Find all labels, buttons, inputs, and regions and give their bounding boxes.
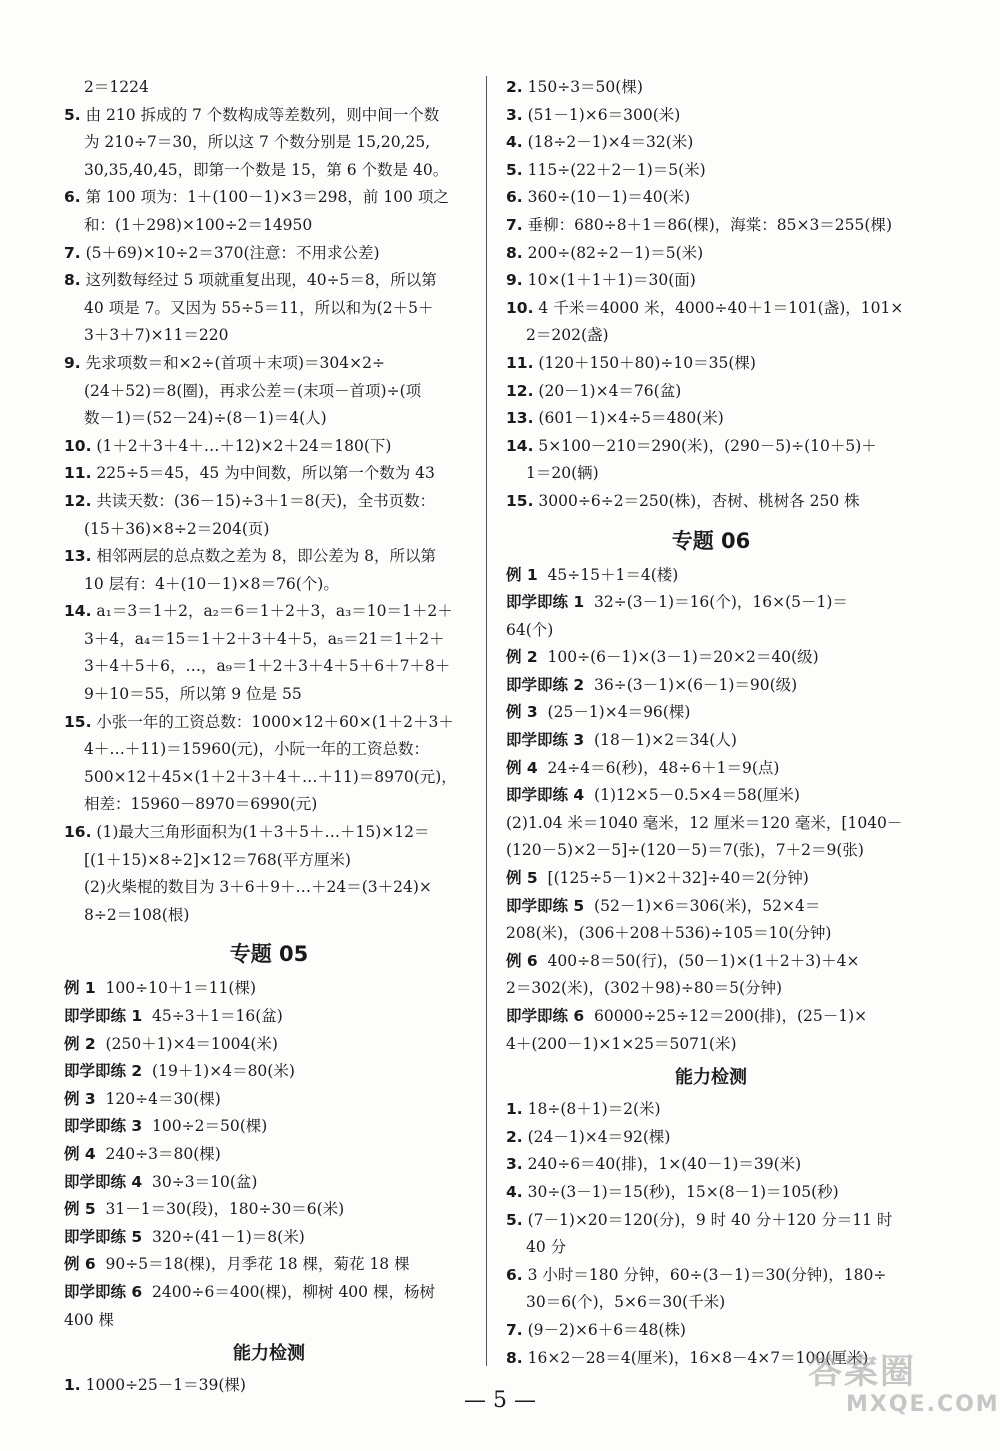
example-text: 120÷4＝30(棵)	[105, 1089, 221, 1108]
item-number: 8.	[506, 1348, 523, 1367]
subsection-heading: 能力检测	[233, 1343, 305, 1365]
answer-continuation	[64, 212, 474, 240]
example-line	[506, 727, 916, 755]
example-line	[64, 1086, 474, 1114]
spacer	[142, 1173, 152, 1191]
item-number: 12.	[506, 381, 534, 400]
item-text: 208(米)，(306＋208＋536)÷105＝10(分钟)	[506, 924, 832, 943]
item-text: 3000÷6÷2＝250(株)，杏树、桃树各 250 株	[538, 491, 860, 510]
spacer	[538, 759, 548, 777]
spacer	[538, 648, 548, 666]
item-text: 1000÷25－1＝39(棵)	[85, 1376, 246, 1395]
item-text: 3 小时＝180 分钟，60÷(3－1)＝30(分钟)，180÷	[527, 1265, 887, 1284]
item-number: 13.	[506, 409, 534, 428]
example-label: 即学即练 6	[64, 1282, 143, 1301]
answer-item	[506, 1262, 916, 1290]
item-text: 225÷5＝45，45 为中间数，所以第一个数为 43	[96, 464, 435, 483]
answer-item	[506, 240, 916, 268]
example-text: 30÷3＝10(盆)	[152, 1172, 258, 1191]
example-line	[64, 1141, 474, 1169]
answer-continuation	[506, 1031, 916, 1059]
item-text: 10×(1＋1＋1)＝30(面)	[527, 271, 696, 290]
item-text: 360÷(10－1)＝40(米)	[527, 188, 691, 207]
spacer	[538, 566, 548, 584]
item-text: (51－1)×6＝300(米)	[527, 105, 681, 124]
item-number: 8.	[64, 271, 81, 290]
item-text: (7－1)×20＝120(分)，9 时 40 分＋120 分＝11 时	[527, 1210, 893, 1229]
spacer	[538, 952, 548, 970]
answer-item	[64, 460, 474, 488]
answer-continuation	[64, 571, 474, 599]
example-line	[506, 1003, 916, 1031]
item-number: 15.	[506, 491, 534, 510]
example-line	[64, 975, 474, 1003]
watermark-text-bottom: MXQE.COM	[846, 1392, 1000, 1417]
example-label: 即学即练 5	[506, 896, 585, 915]
right-column	[506, 74, 916, 1372]
example-label: 例 3	[506, 703, 538, 722]
item-text: 40 项是 7。又因为 55÷5＝11，所以和为(2＋5＋	[84, 298, 434, 317]
item-text: 400 棵	[64, 1310, 115, 1329]
example-text: 100÷(6－1)×(3－1)＝20×2＝40(级)	[547, 648, 819, 667]
example-label: 即学即练 5	[64, 1227, 143, 1246]
example-label: 例 5	[506, 869, 538, 888]
example-line	[64, 1003, 474, 1031]
item-text: 5×100－210＝290(米)，(290－5)÷(10＋5)＋	[538, 436, 877, 455]
item-number: 5.	[64, 105, 81, 124]
answer-continuation	[64, 791, 474, 819]
example-label: 即学即练 2	[506, 675, 585, 694]
spacer	[584, 1007, 594, 1025]
answer-item	[506, 267, 916, 295]
answer-continuation	[506, 322, 916, 350]
item-text: 这列数每经过 5 项就重复出现，40÷5＝8，所以第	[85, 271, 437, 290]
watermark-text-top: 答案圈	[808, 1352, 916, 1392]
example-text: 45÷15＋1＝4(楼)	[547, 565, 679, 584]
item-text: 64(个)	[506, 620, 554, 639]
example-line	[506, 562, 916, 590]
subsection-heading: 能力检测	[675, 1067, 747, 1089]
answer-item	[506, 1124, 916, 1152]
example-label: 即学即练 1	[64, 1007, 143, 1025]
spacer	[584, 593, 594, 611]
item-number: 14.	[506, 436, 534, 455]
answer-continuation	[506, 837, 916, 865]
item-text: 30＝6(个)，5×6＝30(千米)	[526, 1293, 726, 1312]
item-text: 2＝202(盏)	[526, 326, 609, 345]
item-text: 3＋4，a₄＝15＝1＋2＋3＋4＋5，a₅＝21＝1＋2＋	[84, 629, 445, 648]
answer-continuation	[64, 157, 474, 185]
example-text: 320÷(41－1)＝8(米)	[152, 1227, 305, 1246]
item-number: 1.	[506, 1100, 523, 1119]
example-text: 100÷10＋1＝11(棵)	[105, 979, 257, 998]
example-label: 即学即练 6	[506, 1007, 585, 1025]
item-number: 3.	[506, 1155, 523, 1174]
spacer	[538, 703, 548, 721]
example-line	[506, 948, 916, 976]
answer-continuation	[64, 516, 474, 544]
example-text: 400÷8＝50(行)，(50－1)×(1＋2＋3)＋4×	[547, 951, 860, 970]
example-line	[64, 1113, 474, 1141]
answer-continuation	[506, 1289, 916, 1317]
answer-continuation	[64, 874, 474, 902]
example-line	[64, 1279, 474, 1307]
column-divider	[486, 76, 487, 1366]
item-text: 30,35,40,45，即第一个数是 15，第 6 个数是 40。	[84, 160, 449, 179]
answer-item	[506, 488, 916, 516]
answer-item	[506, 1317, 916, 1345]
item-number: 4.	[506, 1182, 523, 1201]
example-text: 32÷(3－1)＝16(个)，16×(5－1)＝	[594, 593, 848, 612]
item-text: 30÷(3－1)＝15(秒)，15×(8－1)＝105(秒)	[527, 1182, 839, 1201]
answer-item	[506, 378, 916, 406]
answer-continuation	[64, 847, 474, 875]
answer-item	[64, 350, 474, 378]
example-line	[64, 1251, 474, 1279]
example-label: 即学即练 4	[506, 786, 585, 805]
example-line	[506, 865, 916, 893]
example-text: 45÷3＋1＝16(盆)	[152, 1007, 283, 1025]
item-text: 为 210÷7＝30，所以这 7 个数分别是 15,20,25,	[84, 133, 431, 152]
spacer	[96, 1145, 106, 1163]
item-text: 4＋…＋11)＝15960(元)，小阮一年的工资总数：	[84, 740, 430, 759]
spacer	[96, 1090, 106, 1108]
example-label: 例 3	[64, 1089, 96, 1108]
example-label: 例 4	[506, 758, 538, 777]
answer-item	[506, 1179, 916, 1207]
item-text: (2)火柴棍的数目为 3＋6＋9＋…＋24＝(3＋24)×	[84, 878, 432, 897]
answer-continuation	[64, 626, 474, 654]
example-text: 60000÷25÷12＝200(排)，(25－1)×	[594, 1007, 868, 1025]
answer-item	[506, 433, 916, 461]
spacer	[142, 1283, 152, 1301]
example-line	[506, 755, 916, 783]
item-text: (24＋52)＝8(圈)，再求公差＝(末项－首项)÷(项	[84, 381, 422, 400]
answer-item	[506, 184, 916, 212]
item-text: (5＋69)×10÷2＝370(注意：不用求公差)	[85, 243, 380, 262]
answer-item	[506, 74, 916, 102]
item-text: 18÷(8＋1)＝2(米)	[527, 1100, 661, 1119]
example-line	[64, 1196, 474, 1224]
answer-item	[64, 598, 474, 626]
example-text: 100÷2＝50(棵)	[152, 1117, 268, 1136]
item-text: 先求项数＝和×2÷(首项＋末项)＝304×2÷	[85, 353, 385, 372]
item-number: 6.	[64, 188, 81, 207]
item-text: 数－1)＝(52－24)÷(8－1)＝4(人)	[84, 409, 327, 428]
item-number: 1.	[64, 1376, 81, 1395]
answer-item	[64, 819, 474, 847]
item-text: a₁＝3＝1＋2，a₂＝6＝1＋2＋3，a₃＝10＝1＋2＋	[96, 602, 453, 621]
item-number: 15.	[64, 712, 92, 731]
answer-continuation	[64, 295, 474, 323]
item-number: 9.	[64, 353, 81, 372]
answer-item	[64, 184, 474, 212]
spacer	[96, 1035, 106, 1053]
example-label: 即学即练 3	[506, 731, 585, 750]
section-heading: 专题 06	[671, 528, 751, 553]
item-number: 9.	[506, 271, 523, 290]
example-label: 例 2	[506, 648, 538, 667]
item-text: 由 210 拆成的 7 个数构成等差数列，则中间一个数	[85, 105, 440, 124]
item-text: (15＋36)×8÷2＝204(页)	[84, 519, 270, 538]
example-line	[506, 644, 916, 672]
example-label: 即学即练 2	[64, 1062, 143, 1081]
answer-continuation	[64, 322, 474, 350]
example-line	[64, 1058, 474, 1086]
item-number: 10.	[506, 298, 534, 317]
example-text: (250＋1)×4＝1004(米)	[105, 1034, 278, 1053]
item-text: 共读天数：(36－15)÷3＋1＝8(天)，全书页数：	[96, 491, 436, 510]
spacer	[584, 786, 594, 804]
spacer	[142, 1007, 152, 1025]
example-line	[64, 1224, 474, 1252]
answer-continuation	[64, 129, 474, 157]
item-number: 6.	[506, 188, 523, 207]
example-label: 即学即练 4	[64, 1172, 143, 1191]
example-text: 2400÷6＝400(棵)，柳树 400 棵，杨树	[152, 1282, 435, 1301]
item-text: (120＋150＋80)÷10＝35(棵)	[538, 353, 756, 372]
page-number: — 5 —	[464, 1388, 536, 1413]
item-text: 1＝20(辆)	[526, 464, 599, 483]
example-line	[506, 893, 916, 921]
example-label: 例 6	[506, 951, 538, 970]
spacer	[96, 979, 106, 997]
answer-item	[506, 212, 916, 240]
answer-item	[506, 295, 916, 323]
example-label: 例 1	[506, 565, 538, 584]
answer-item	[506, 1207, 916, 1235]
item-text: (2)1.04 米＝1040 毫米，12 厘米＝120 毫米，[1040－	[506, 813, 903, 832]
item-text: (18÷2－1)×4＝32(米)	[527, 133, 694, 152]
spacer	[142, 1062, 152, 1080]
item-text: 4 千米＝4000 米，4000÷40＋1＝101(盏)，101×	[538, 298, 904, 317]
section-heading: 专题 05	[229, 942, 309, 967]
item-text: (1＋2＋3＋4＋…＋12)×2＋24＝180(下)	[96, 436, 392, 455]
example-text: 90÷5＝18(棵)，月季花 18 棵，菊花 18 棵	[105, 1255, 410, 1274]
item-number: 6.	[506, 1265, 523, 1284]
answer-continuation	[64, 653, 474, 681]
item-number: 7.	[506, 215, 523, 234]
answer-item	[64, 488, 474, 516]
example-line	[506, 672, 916, 700]
item-text: 第 100 项为：1＋(100－1)×3＝298，前 100 项之	[85, 188, 449, 207]
example-label: 例 2	[64, 1034, 96, 1053]
item-number: 10.	[64, 436, 92, 455]
answer-continuation	[64, 405, 474, 433]
spacer	[584, 897, 594, 915]
answer-item	[64, 267, 474, 295]
item-text: [(1＋15)×8÷2]×12＝768(平方厘米)	[84, 850, 351, 869]
item-text: 9＋10＝55，所以第 9 位是 55	[84, 685, 302, 704]
item-text: 40 分	[526, 1238, 567, 1257]
answer-continuation	[506, 975, 916, 1003]
spacer	[538, 869, 548, 887]
answer-item	[506, 129, 916, 157]
item-number: 12.	[64, 491, 92, 510]
spacer	[584, 676, 594, 694]
item-text: 和：(1＋298)×100÷2＝14950	[84, 215, 313, 234]
example-label: 例 4	[64, 1144, 96, 1163]
spacer	[142, 1117, 152, 1135]
item-number: 14.	[64, 602, 92, 621]
example-line	[64, 1031, 474, 1059]
example-text: 31－1＝30(段)，180÷30＝6(米)	[105, 1200, 345, 1219]
answer-item	[506, 405, 916, 433]
item-number: 2.	[506, 1127, 523, 1146]
example-line	[64, 1169, 474, 1197]
item-text: 3＋4＋5＋6，…，a₉＝1＋2＋3＋4＋5＋6＋7＋8＋	[84, 657, 451, 676]
answer-continuation	[64, 378, 474, 406]
example-label: 例 1	[64, 979, 96, 998]
item-text: 2＝1224	[84, 78, 149, 96]
answer-continuation	[64, 764, 474, 792]
watermark-logo	[808, 1352, 1000, 1432]
item-text: 小张一年的工资总数：1000×12＋60×(1＋2＋3＋	[96, 712, 454, 731]
example-text: (25－1)×4＝96(棵)	[547, 703, 691, 722]
item-text: 2＝302(米)，(302＋98)÷80＝5(分钟)	[506, 979, 783, 998]
item-text: (9－2)×6＋6＝48(株)	[527, 1320, 686, 1339]
item-number: 11.	[506, 353, 534, 372]
example-text: 240÷3＝80(棵)	[105, 1144, 221, 1163]
item-number: 5.	[506, 160, 523, 179]
item-text: 200÷(82÷2－1)＝5(米)	[527, 243, 704, 262]
answer-item	[64, 709, 474, 737]
answer-continuation	[506, 617, 916, 645]
answer-item	[64, 433, 474, 461]
item-text: (120－5)×2－5]÷(120－5)＝7(张)，7＋2＝9(张)	[506, 841, 864, 860]
answer-item	[64, 543, 474, 571]
example-label: 例 5	[64, 1200, 96, 1219]
example-label: 即学即练 1	[506, 593, 585, 612]
answer-item	[506, 350, 916, 378]
answer-continuation	[64, 74, 474, 102]
item-text: 16×2－28＝4(厘米)，16×8－4×7＝100(厘米)	[527, 1348, 869, 1367]
spacer	[96, 1200, 106, 1218]
answer-continuation	[506, 460, 916, 488]
answer-item	[506, 157, 916, 185]
item-text: 3＋3＋7)×11＝220	[84, 326, 229, 345]
item-text: 垂柳：680÷8＋1＝86(棵)，海棠：85×3＝255(棵)	[527, 215, 892, 234]
spacer	[584, 731, 594, 749]
item-number: 7.	[64, 243, 81, 262]
item-text: 8÷2＝108(根)	[84, 905, 190, 924]
answer-continuation	[506, 1234, 916, 1262]
item-number: 3.	[506, 105, 523, 124]
answer-item	[64, 240, 474, 268]
item-number: 2.	[506, 78, 523, 96]
answer-continuation	[506, 810, 916, 838]
item-number: 16.	[64, 823, 92, 842]
item-text: (601－1)×4÷5＝480(米)	[538, 409, 724, 428]
answer-item	[64, 102, 474, 130]
answer-item	[506, 1096, 916, 1124]
item-text: 相差：15960－8970＝6990(元)	[84, 795, 318, 814]
item-number: 5.	[506, 1210, 523, 1229]
answer-continuation	[64, 902, 474, 930]
item-text: 240÷6＝40(排)，1×(40－1)＝39(米)	[527, 1155, 802, 1174]
item-text: (20－1)×4＝76(盆)	[538, 381, 682, 400]
example-label: 即学即练 3	[64, 1117, 143, 1136]
item-text: 相邻两层的总点数之差为 8，即公差为 8，所以第	[96, 547, 436, 566]
answer-continuation	[64, 681, 474, 709]
example-text: [(125÷5－1)×2＋32]÷40＝2(分钟)	[547, 869, 809, 888]
item-text: (1)最大三角形面积为(1＋3＋5＋…＋15)×12＝	[96, 823, 430, 842]
item-number: 7.	[506, 1320, 523, 1339]
answer-item	[506, 1151, 916, 1179]
item-number: 13.	[64, 547, 92, 566]
answer-continuation	[64, 736, 474, 764]
item-text: (24－1)×4＝92(棵)	[527, 1127, 671, 1146]
example-label: 例 6	[64, 1255, 96, 1274]
item-text: 150÷3＝50(棵)	[527, 78, 643, 96]
example-text: 24÷4＝6(秒)，48÷6＋1＝9(点)	[547, 758, 780, 777]
example-line	[506, 699, 916, 727]
spacer	[96, 1255, 106, 1273]
example-text: (18－1)×2＝34(人)	[594, 731, 737, 750]
answer-item	[506, 102, 916, 130]
item-text: 115÷(22＋2－1)＝5(米)	[527, 160, 706, 179]
item-text: 4＋(200－1)×1×25＝5071(米)	[506, 1034, 737, 1053]
example-line	[506, 782, 916, 810]
spacer	[142, 1228, 152, 1246]
item-number: 8.	[506, 243, 523, 262]
item-text: 500×12＋45×(1＋2＋3＋4＋…＋11)＝8970(元)，	[84, 767, 457, 786]
example-text: (1)12×5－0.5×4＝58(厘米)	[594, 786, 800, 805]
item-number: 4.	[506, 133, 523, 152]
left-column	[64, 74, 474, 1400]
example-text: (19＋1)×4＝80(米)	[152, 1062, 295, 1081]
example-line	[506, 589, 916, 617]
item-number: 11.	[64, 464, 92, 483]
item-text: 10 层有：4＋(10－1)×8＝76(个)。	[84, 574, 339, 593]
example-text: 36÷(3－1)×(6－1)＝90(级)	[594, 675, 798, 694]
answer-continuation	[506, 920, 916, 948]
answer-continuation	[64, 1307, 474, 1335]
example-text: (52－1)×6＝306(米)，52×4＝	[594, 896, 821, 915]
